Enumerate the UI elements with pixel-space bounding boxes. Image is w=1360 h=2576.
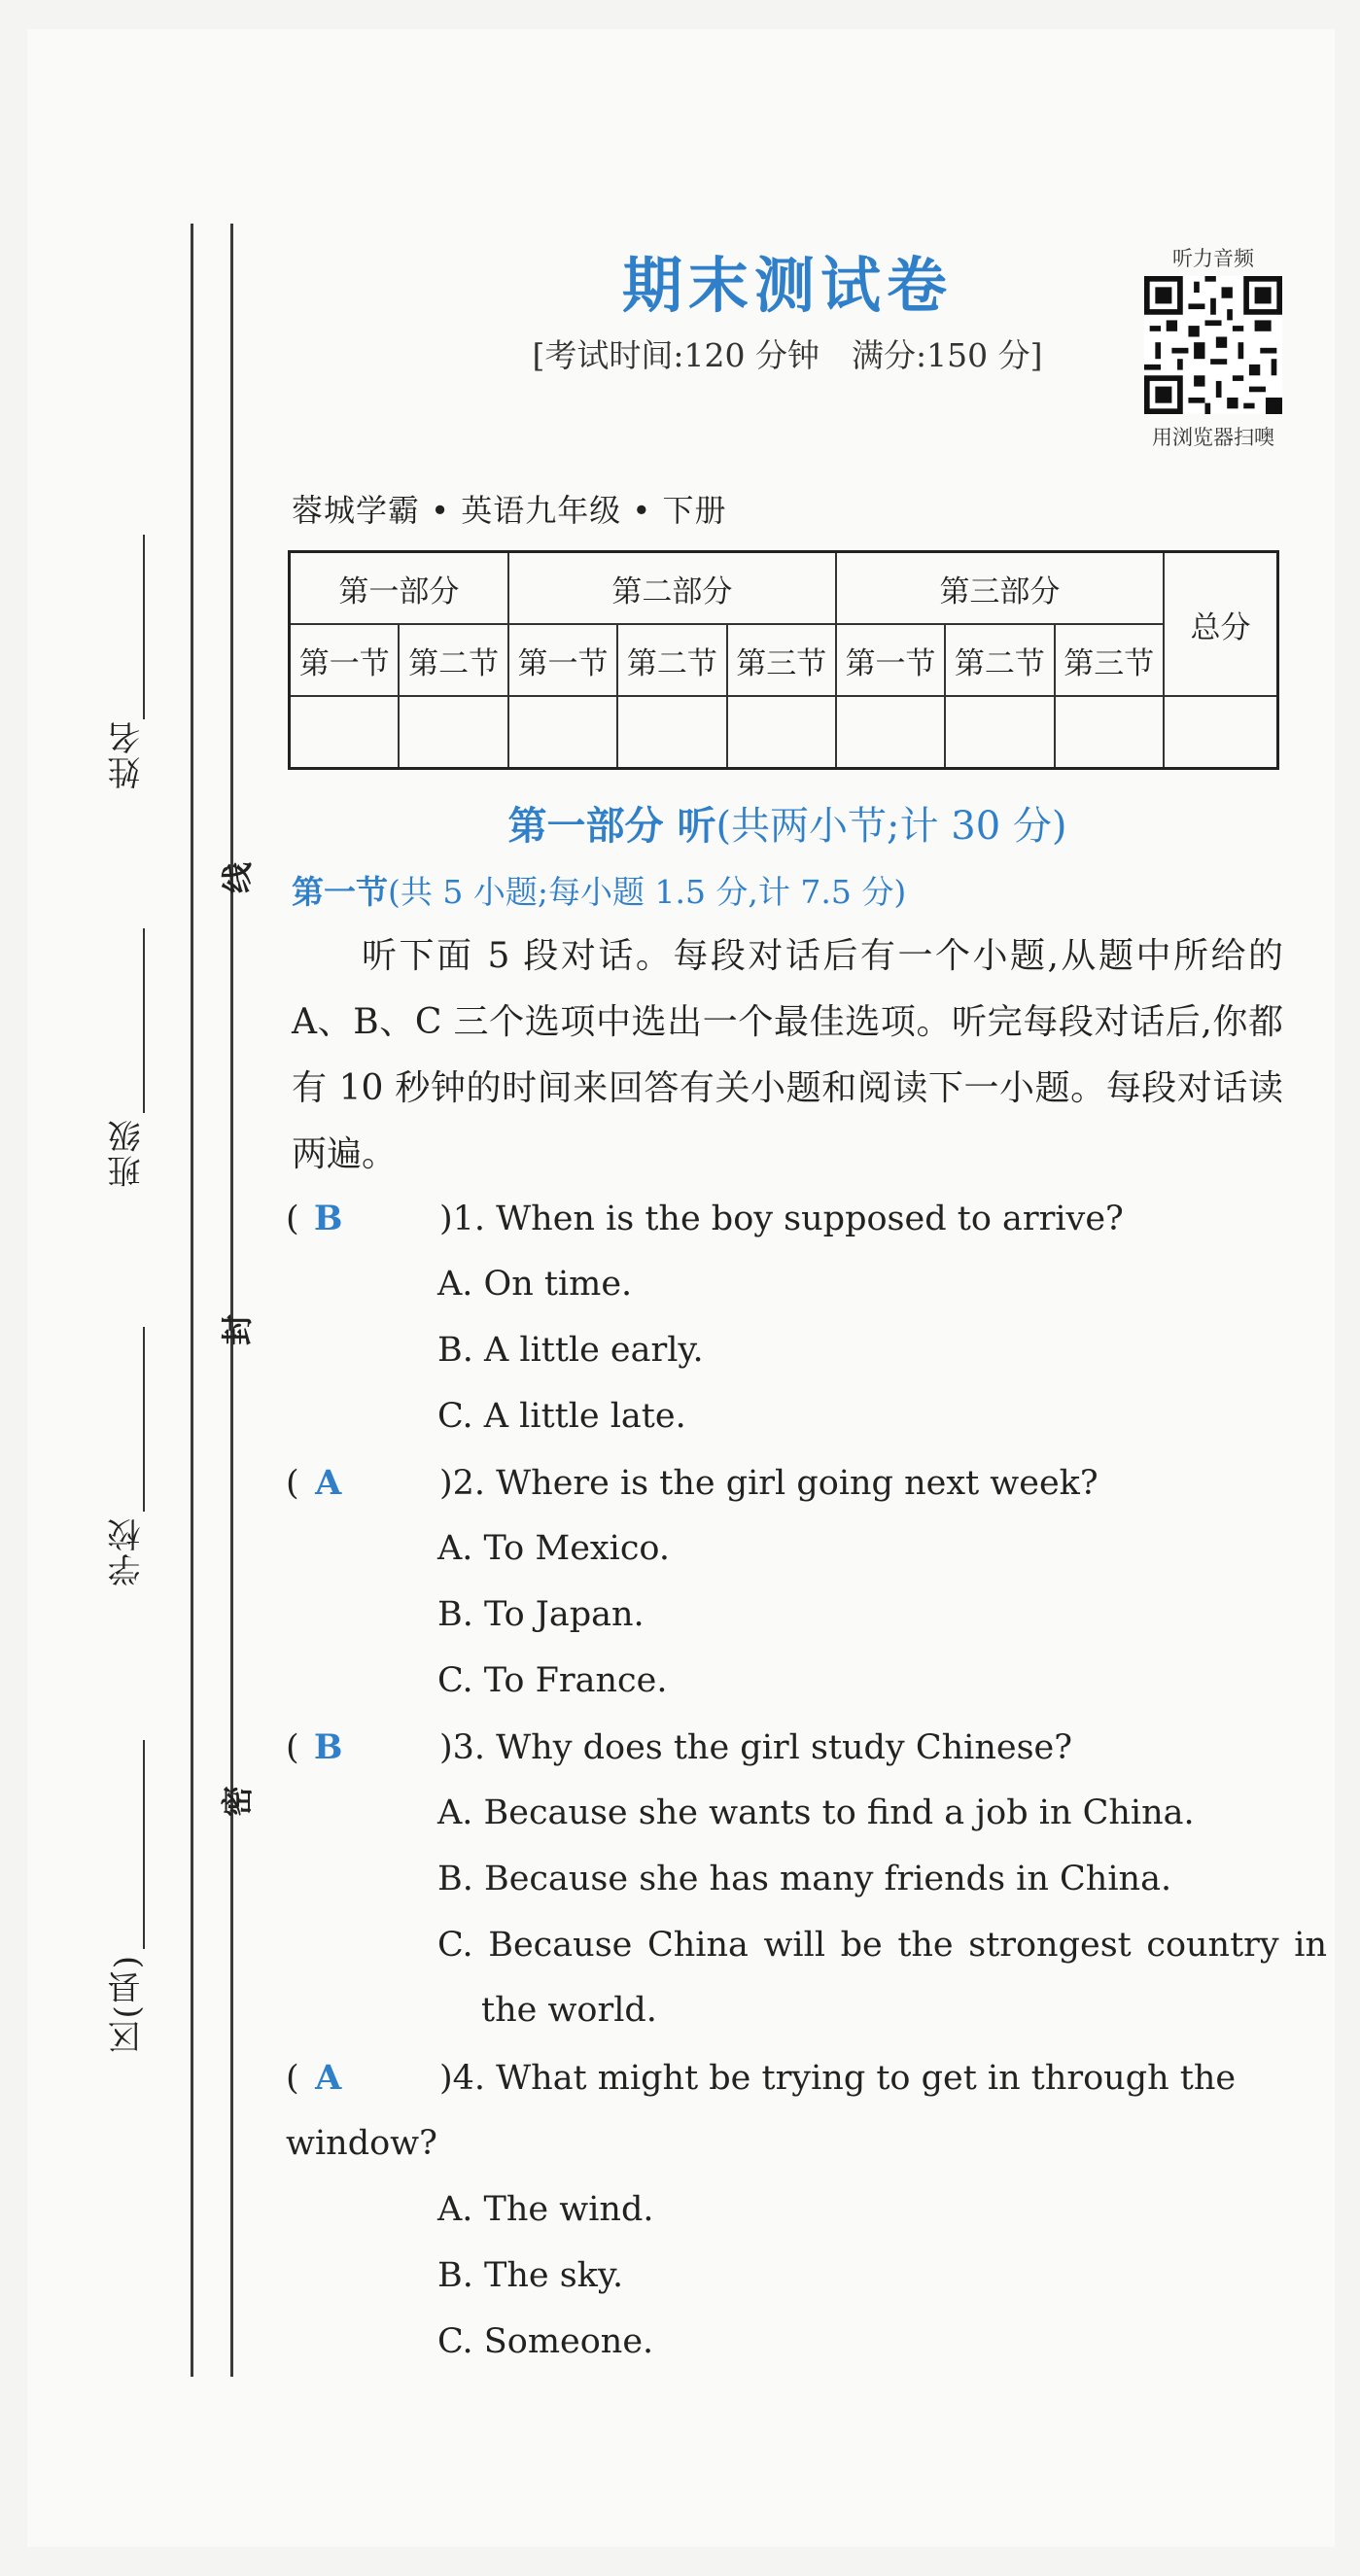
answer-value: A bbox=[315, 2058, 342, 2098]
score-cell[interactable] bbox=[508, 696, 617, 769]
score-cell[interactable] bbox=[836, 696, 945, 769]
section1-heading bbox=[292, 867, 906, 913]
option-c: C. To France. bbox=[437, 1661, 668, 1700]
score-cell[interactable] bbox=[617, 696, 726, 769]
listening-instructions: 听下面 5 段对话。每段对话后有一个小题,从题中所给的 A、B、C 三个选项中选出一个最佳选项。听完每段对话后,你都有 10 秒钟的时间来回答有关小题和阅读下一小题。每段对话读两遍。 bbox=[292, 936, 1283, 1174]
score-header-part3: 第三部分 bbox=[836, 552, 1164, 625]
score-header-part1: 第一部分 bbox=[290, 552, 508, 625]
school-input-line[interactable] bbox=[143, 1327, 145, 1512]
question-4 bbox=[286, 2045, 1287, 2176]
district-input-line[interactable] bbox=[143, 1740, 145, 1949]
option-c: C. Because China will be the strongest country in the world. bbox=[437, 1926, 1327, 2030]
part1-heading bbox=[292, 795, 1283, 851]
book-series-line: 蓉城学霸 • 英语九年级 • 下册 bbox=[292, 492, 727, 529]
qr-title: 听力音频 bbox=[1172, 247, 1254, 270]
name-field: 姓名 bbox=[107, 719, 147, 789]
class-input-line[interactable] bbox=[143, 928, 145, 1113]
answer-value: B bbox=[313, 1199, 343, 1238]
score-section-header: 第三节 bbox=[1055, 624, 1164, 696]
score-section-header: 第一节 bbox=[508, 624, 617, 696]
score-cell[interactable] bbox=[399, 696, 507, 769]
score-header-part2: 第二部分 bbox=[508, 552, 836, 625]
qr-block bbox=[1135, 243, 1291, 451]
question-text: )3. Why does the girl study Chinese? bbox=[439, 1728, 1073, 1767]
seal-label-feng: 封 bbox=[219, 1313, 257, 1346]
question-text: )4. What might be trying to get in through the window? bbox=[286, 2059, 1237, 2163]
option-a: A. Because she wants to find a job in China. bbox=[437, 1793, 1195, 1832]
section1-heading-main: 第一节 bbox=[292, 873, 388, 911]
option-b: B. Because she has many friends in China. bbox=[437, 1860, 1172, 1898]
score-cell[interactable] bbox=[727, 696, 836, 769]
score-section-header: 第二节 bbox=[617, 624, 726, 696]
qr-caption: 用浏览器扫噢 bbox=[1152, 426, 1274, 449]
score-header-total: 总分 bbox=[1164, 552, 1278, 697]
part1-heading-sub: (共两小节;计 30 分) bbox=[715, 804, 1067, 849]
section1-heading-sub: (共 5 小题;每小题 1.5 分,计 7.5 分) bbox=[388, 873, 907, 911]
answer-slot[interactable]: ( B bbox=[286, 1186, 439, 1252]
score-cell[interactable] bbox=[290, 696, 400, 769]
answer-slot[interactable]: ( B bbox=[286, 1715, 439, 1781]
score-cell[interactable] bbox=[945, 696, 1054, 769]
answer-slot[interactable]: ( A bbox=[286, 2045, 439, 2111]
option-a: A. To Mexico. bbox=[437, 1529, 671, 1568]
question-1 bbox=[286, 1186, 1287, 1252]
binding-line-outer bbox=[191, 224, 193, 2377]
score-section-header: 第一节 bbox=[290, 624, 400, 696]
score-section-header: 第三节 bbox=[727, 624, 836, 696]
answer-value: A bbox=[315, 1463, 342, 1503]
seal-label-xian: 线 bbox=[219, 861, 257, 894]
score-table bbox=[288, 550, 1279, 770]
option-b: B. A little early. bbox=[437, 1331, 704, 1370]
question-text: )1. When is the boy supposed to arrive? bbox=[439, 1200, 1124, 1238]
exam-info: [考试时间:120 分钟 满分:150 分] bbox=[532, 336, 1043, 374]
option-c: C. A little late. bbox=[437, 1397, 686, 1436]
question-2 bbox=[286, 1450, 1287, 1516]
district-field: 区(县) bbox=[107, 1954, 147, 2054]
seal-label-mi: 密 bbox=[219, 1785, 257, 1818]
score-section-header: 第二节 bbox=[399, 624, 507, 696]
option-a: A. On time. bbox=[437, 1265, 633, 1304]
option-b: B. To Japan. bbox=[437, 1595, 645, 1634]
option-a: A. The wind. bbox=[437, 2190, 654, 2229]
score-cell[interactable] bbox=[1055, 696, 1164, 769]
part1-heading-main: 第一部分 听 bbox=[507, 803, 716, 849]
score-section-header: 第二节 bbox=[945, 624, 1054, 696]
exam-title: 期末测试卷 bbox=[621, 250, 953, 321]
question-3 bbox=[286, 1715, 1287, 1781]
binding-line-inner bbox=[230, 224, 233, 2377]
answer-slot[interactable]: ( A bbox=[286, 1450, 439, 1516]
option-b: B. The sky. bbox=[437, 2256, 624, 2295]
question-text: )2. Where is the girl going next week? bbox=[439, 1464, 1098, 1503]
score-section-header: 第一节 bbox=[836, 624, 945, 696]
score-cell-total[interactable] bbox=[1164, 696, 1278, 769]
name-input-line[interactable] bbox=[143, 535, 145, 719]
option-c: C. Someone. bbox=[437, 2322, 654, 2361]
class-field: 班级 bbox=[107, 1118, 147, 1188]
qr-code-icon[interactable] bbox=[1144, 276, 1282, 414]
school-field: 学校 bbox=[107, 1516, 147, 1586]
answer-value: B bbox=[313, 1727, 343, 1767]
